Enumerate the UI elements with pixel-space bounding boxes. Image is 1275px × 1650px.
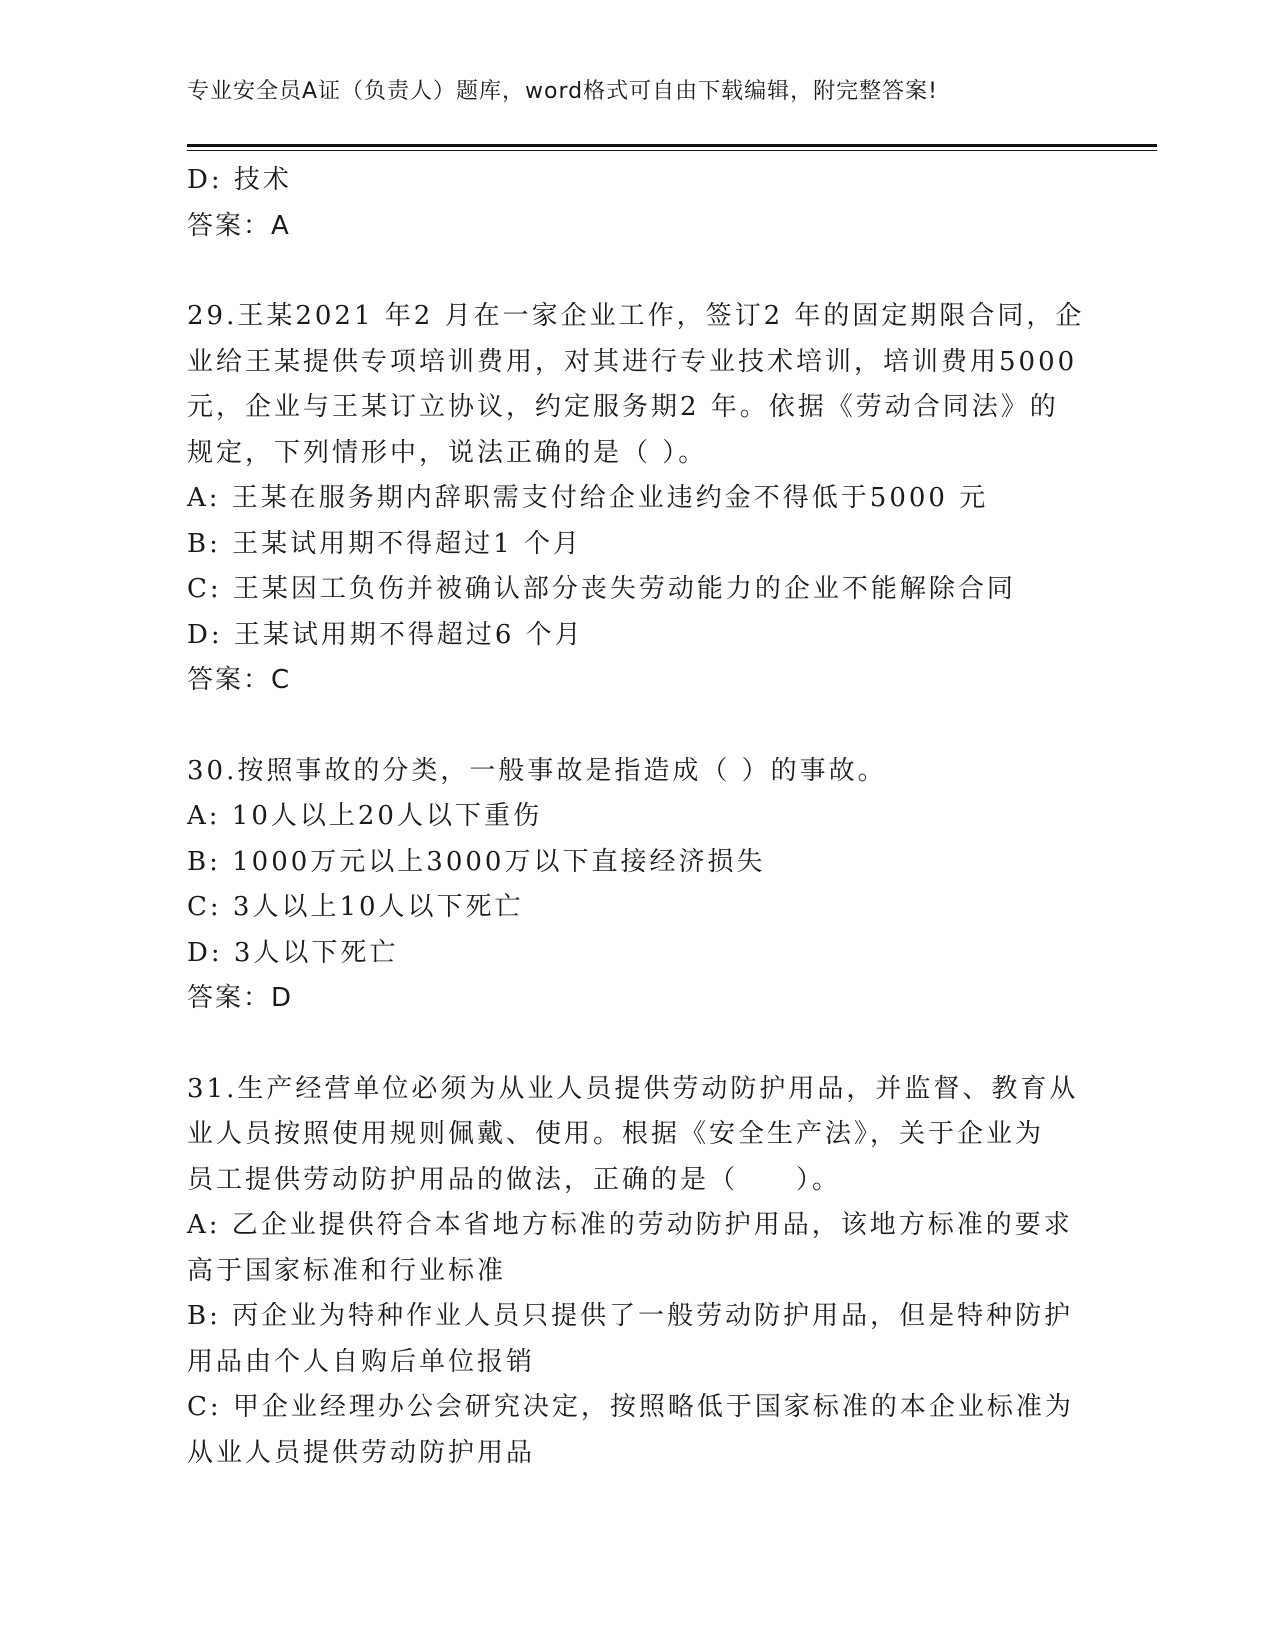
question-content (187, 158, 1087, 1476)
option-b: B: 丙企业为特种作业人员只提供了一般劳动防护用品，但是特种防护 (187, 1301, 1074, 1331)
question-stem-line: 员工提供劳动防护用品的做法，正确的是（ ）。 (187, 1164, 842, 1195)
option-d: D: 技术 (187, 165, 292, 195)
question-29 (187, 294, 1087, 704)
option-c: C: 王某因工负伤并被确认部分丧失劳动能力的企业不能解除合同 (187, 574, 1016, 604)
header-rule-thick (187, 144, 1157, 147)
option-a: A: 王某在服务期内辞职需支付给企业违约金不得低于5000 元 (187, 483, 989, 513)
question-stem-line: 30.按照事故的分类，一般事故是指造成（ ）的事故。 (187, 755, 887, 786)
question-stem-line: 29.王某2021 年2 月在一家企业工作，签订2 年的固定期限合同，企 (187, 301, 1085, 331)
option-a: A: 10人以上20人以下重伤 (187, 801, 542, 831)
answer: 答案：D (187, 983, 294, 1013)
question-stem-line: 31.生产经营单位必须为从业人员提供劳动防护用品，并监督、教育从 (187, 1073, 1079, 1104)
question-stem-line: 业人员按照使用规则佩戴、使用。根据《安全生产法》，关于企业为 (187, 1119, 1045, 1149)
question-stem-line: 元，企业与王某订立协议，约定服务期2 年。依据《劳动合同法》的 (187, 392, 1059, 422)
answer: 答案：A (187, 210, 291, 241)
option-b-cont: 用品由个人自购后单位报销 (187, 1346, 536, 1377)
header-rule-thin (187, 150, 1157, 151)
question-stem-line: 规定，下列情形中，说法正确的是（ ）。 (187, 437, 708, 468)
option-b: B: 1000万元以上3000万以下直接经济损失 (187, 846, 766, 877)
option-d: D: 王某试用期不得超过6 个月 (187, 619, 584, 650)
option-d: D: 3人以下死亡 (187, 937, 399, 968)
option-a-cont: 高于国家标准和行业标准 (187, 1255, 507, 1286)
option-c: C: 3人以上10人以下死亡 (187, 892, 524, 922)
question-31 (187, 1067, 1087, 1477)
question-stem-line: 业给王某提供专项培训费用，对其进行专业技术培训，培训费用5000 (187, 346, 1078, 377)
option-b: B: 王某试用期不得超过1 个月 (187, 528, 582, 559)
answer: 答案：C (187, 665, 292, 695)
option-a: A: 乙企业提供符合本省地方标准的劳动防护用品，该地方标准的要求 (187, 1210, 1073, 1240)
page-header: 专业安全员A证（负责人）题库，word格式可自由下载编辑，附完整答案! (187, 79, 938, 104)
option-c-cont: 从业人员提供劳动防护用品 (187, 1437, 536, 1468)
option-c: C: 甲企业经理办公会研究决定，按照略低于国家标准的本企业标准为 (187, 1392, 1074, 1422)
question-30 (187, 749, 1087, 1022)
